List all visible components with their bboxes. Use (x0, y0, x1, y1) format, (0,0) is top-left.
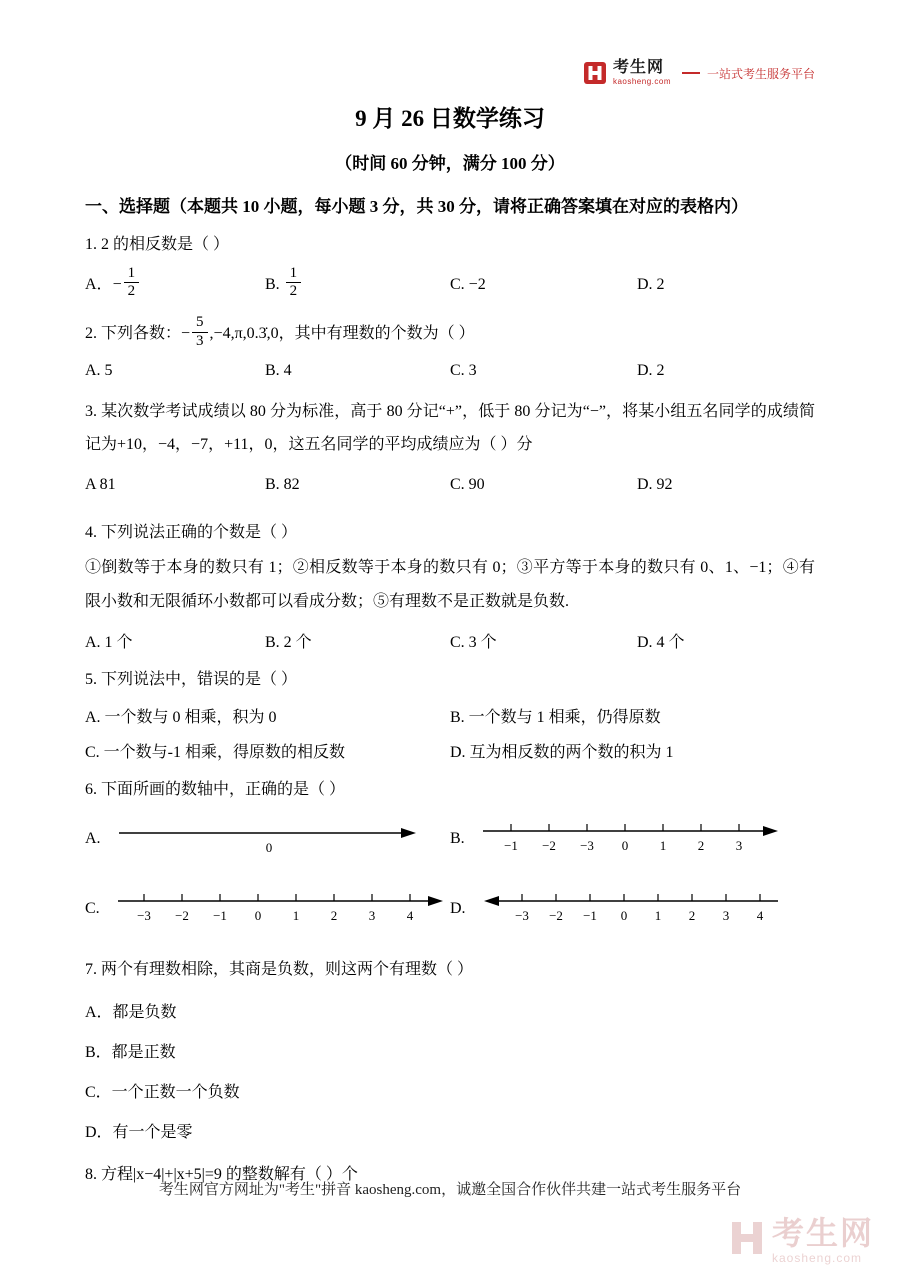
q2-options (85, 362, 815, 380)
axis-tick-label: −2 (548, 907, 563, 923)
q2-minus: − (181, 325, 191, 343)
q6-axis-c (85, 889, 450, 929)
axis-tick-label: 1 (654, 907, 661, 923)
q1-option-a-label: A． (85, 275, 113, 293)
kaosheng-watermark-icon (728, 1219, 766, 1262)
q1-stem: 1. 2 的相反数是（ ） (85, 236, 230, 253)
q6-axis-b-label: B. (450, 829, 465, 847)
q6-axis-a (85, 819, 450, 859)
q6-axes-row-2 (85, 889, 815, 929)
number-line-c (116, 889, 446, 929)
q5-option-c: C. 一个数与-1 相乘，得原数的相反数 (85, 744, 346, 762)
q5-options-row1 (85, 704, 815, 727)
axis-tick-label: −3 (514, 907, 529, 923)
axis-tick-label: 1 (659, 837, 666, 853)
kaosheng-logo-icon (584, 62, 606, 84)
axis-tick-label: 3 (368, 907, 375, 923)
q1-option-c: C. −2 (450, 275, 486, 293)
axis-tick-label: 2 (330, 907, 337, 923)
q1-option-b (265, 264, 450, 303)
axis-tick-label: −3 (136, 907, 151, 923)
logo-domain: kaosheng.com (612, 77, 671, 86)
q3-options (85, 476, 815, 494)
fraction (286, 266, 302, 301)
q2-stem (85, 314, 815, 352)
axis-tick-label: 4 (756, 907, 763, 923)
fraction-denominator: 2 (127, 283, 136, 300)
q7-option-b: B．都是正数 (85, 1044, 176, 1062)
kaosheng-logo-text (613, 60, 671, 86)
q5-stem: 5. 下列说法中，错误的是（ ） (85, 670, 298, 688)
q6-axis-d-label: D. (450, 899, 466, 917)
logo-tagline-dash (682, 72, 700, 74)
axis-tick-label: 2 (688, 907, 695, 923)
axis-tick-label: 4 (406, 907, 413, 923)
kaosheng-logo (85, 58, 815, 88)
axis-tick-label: −1 (503, 837, 518, 853)
kaosheng-watermark-text (772, 1217, 874, 1264)
watermark-domain: kaosheng.com (771, 1251, 863, 1265)
axis-tick-label: −2 (541, 837, 556, 853)
q4-option-a: A. 1 个 (85, 633, 133, 651)
fraction-numerator: 1 (124, 266, 140, 284)
q6-stem: 6. 下面所画的数轴中，正确的是（ ） (85, 781, 346, 799)
logo-brand: 考生网 (612, 59, 664, 76)
axis-tick-label: −1 (212, 907, 227, 923)
q7-stem: 7. 两个有理数相除，其商是负数，则这两个有理数（ ） (85, 960, 474, 978)
q2-option-d: D. 2 (637, 361, 665, 379)
q2-option-b: B. 4 (265, 361, 292, 379)
q4-option-b: B. 2 个 (265, 633, 312, 651)
q6-axis-a-label: A. (85, 829, 101, 847)
q3-option-d: D. 92 (637, 475, 673, 493)
watermark-brand: 考生网 (771, 1215, 874, 1251)
q3-option-a: A 81 (85, 475, 116, 493)
fraction-denominator: 3 (196, 332, 204, 349)
fraction-numerator: 5 (192, 315, 208, 333)
q6-axis-d (450, 889, 815, 929)
q1-option-a (85, 264, 265, 303)
axis-tick-label: −1 (582, 907, 597, 923)
axis-tick-label: 2 (697, 837, 704, 853)
axis-tick-label: 3 (735, 837, 742, 853)
kaosheng-watermark (728, 1217, 874, 1264)
fraction (124, 266, 140, 301)
logo-tagline: 一站式考生服务平台 (706, 66, 815, 81)
q2-stem-suffix: ,−4,π,0.3̇,0，其中有理数的个数为（ ） (209, 325, 475, 343)
q7-option-a: A．都是负数 (85, 1004, 177, 1022)
q3-option-b: B. 82 (265, 475, 300, 493)
axis-tick-label: −3 (579, 837, 594, 853)
number-line-d (482, 889, 782, 929)
axis-tick-label: 3 (722, 907, 729, 923)
axis-tick-label: 0 (254, 907, 261, 923)
axis-tick-label: −2 (174, 907, 189, 923)
q1-options (85, 264, 815, 303)
axis-tick-label: 1 (292, 907, 299, 923)
axis-tick-label: 0 (621, 837, 628, 853)
q4-option-d: D. 4 个 (637, 633, 685, 651)
page-title: 9 月 26 日数学练习 (355, 106, 545, 131)
footer-text: 考生网官方网址为"考生"拼音 kaosheng.com，诚邀全国合作伙伴共建一站式考生服务平台 (158, 1182, 742, 1198)
q6-axis-c-label: C. (85, 899, 100, 917)
q4-stem: 4. 下列说法正确的个数是（ ） (85, 523, 298, 541)
number-line-a (117, 819, 417, 859)
fraction-numerator: 1 (286, 266, 302, 284)
number-line-b (481, 819, 781, 859)
q4-body: ①倒数等于本身的数只有 1；②相反数等于本身的数只有 0；③平方等于本身的数只有 0、1、−1；④有限小数和无限循环小数都可以看成分数；⑤有理数不是正数就是负数. (85, 559, 815, 610)
q7-option-d: D．有一个是零 (85, 1124, 193, 1142)
page-subtitle: （时间 60 分钟，满分 100 分） (335, 154, 565, 173)
fraction (192, 315, 208, 350)
section-heading: 一、选择题（本题共 10 小题，每小题 3 分，共 30 分，请将正确答案填在对应的表格内） (85, 197, 748, 216)
q2-option-a: A. 5 (85, 361, 113, 379)
q4-options (85, 629, 815, 652)
q8-stem: 8. 方程|x−4|+|x+5|=9 的整数解有（ ）个 (85, 1166, 358, 1184)
q1-option-b-label: B. (265, 275, 280, 293)
q5-option-d: D. 互为相反数的两个数的积为 1 (450, 744, 674, 762)
q2-stem-prefix: 2. 下列各数： (85, 325, 182, 343)
q1-option-a-minus: − (112, 275, 122, 293)
q3-stem: 3. 某次数学考试成绩以 80 分为标准，高于 80 分记“+”，低于 80 分记为“−”，将某小组五名同学的成绩简记为+10，−4，−7，+11，0，这五名同学的平均成绩应为（ ）分 (85, 402, 815, 454)
q5-options-row2 (85, 739, 815, 762)
q5-option-a: A. 一个数与 0 相乘，积为 0 (85, 709, 277, 727)
axis-tick-label: 0 (265, 839, 272, 855)
axis-tick-label: 0 (620, 907, 627, 923)
q2-option-c: C. 3 (450, 361, 477, 379)
q4-option-c: C. 3 个 (450, 633, 497, 651)
q3-option-c: C. 90 (450, 475, 485, 493)
q5-option-b: B. 一个数与 1 相乘，仍得原数 (450, 709, 661, 727)
q1-option-d: D. 2 (637, 275, 665, 293)
fraction-denominator: 2 (289, 283, 298, 300)
q6-axis-b (450, 819, 815, 859)
q6-axes-row-1 (85, 819, 815, 859)
q7-option-c: C．一个正数一个负数 (85, 1084, 240, 1102)
